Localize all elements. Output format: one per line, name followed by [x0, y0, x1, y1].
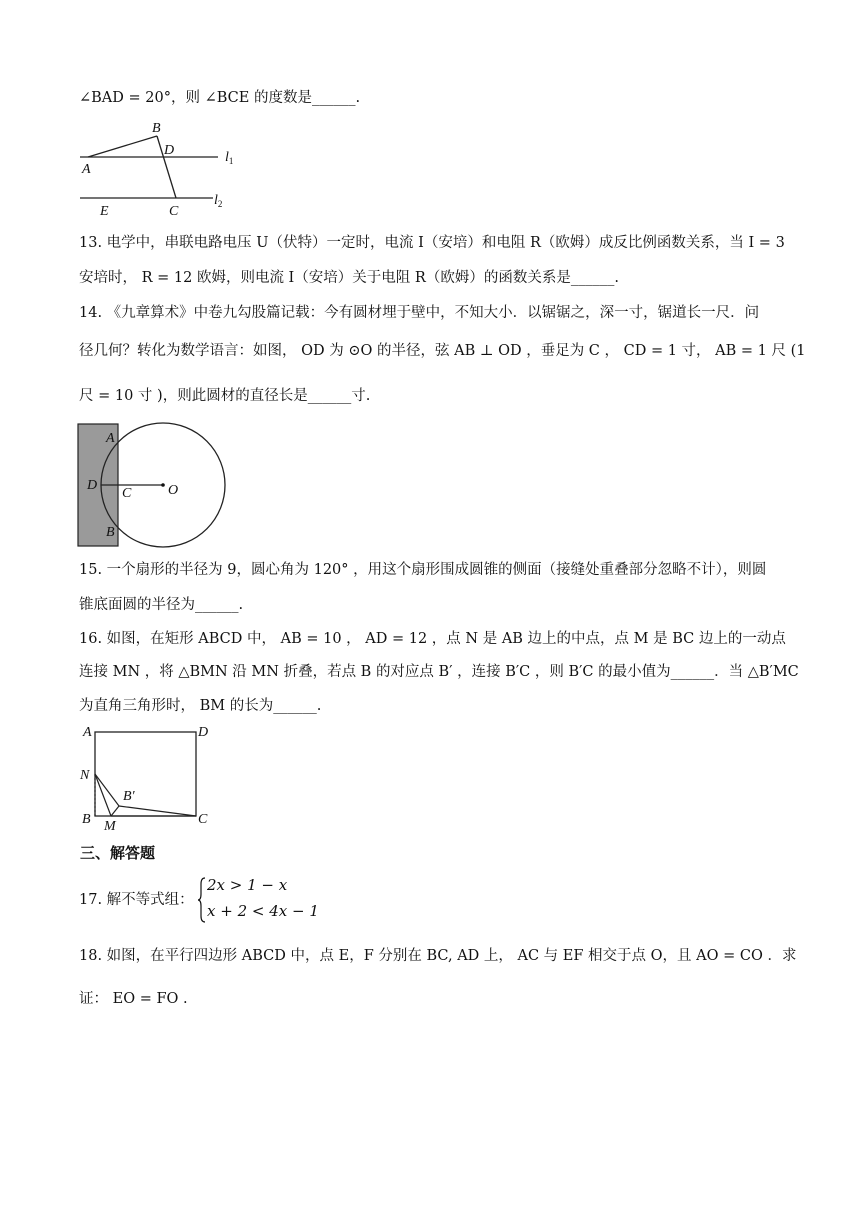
text-line-2: 13. 电学中，串联电路电压 U（伏特）一定时，电流 I（安培）和电阻 R（欧姆）成反比例函数关系，当 I = 3: [79, 235, 785, 251]
label-l2: $l_2$: [214, 193, 223, 209]
label-A: A: [83, 725, 92, 740]
text-line-3: 安培时， R = 12 欧姆，则电流 I（安培）关于电阻 R（欧姆）的函数关系是______.: [79, 270, 619, 286]
section-heading: 三、解答题: [80, 844, 156, 862]
label-O: O: [168, 483, 179, 498]
text-line-5: 径几何？转化为数学语言：如图， OD 为 ⊙O 的半径，弦 AB ⊥ OD ，垂足为 C ， CD = 1 寸， AB = 1 尺 (1: [79, 343, 806, 359]
label-B-prime: B′: [123, 789, 135, 804]
text-line-14: 证： EO = FO .: [79, 991, 188, 1007]
label-B: B: [106, 525, 115, 540]
text-line-9: 16. 如图，在矩形 ABCD 中， AB = 10 ， AD = 12 ，点 N 是 AB 边上的中点，点 M 是 BC 边上的一动点: [79, 631, 786, 647]
label-M: M: [104, 819, 116, 834]
label-N: N: [80, 768, 90, 783]
text-line-6: 尺 = 10 寸 )，则此圆材的直径长是______寸.: [79, 388, 371, 404]
label-B: B: [82, 812, 91, 827]
inequality-2: x + 2 < 4x − 1: [207, 902, 319, 920]
figure-circle-in-wall: [75, 420, 235, 550]
inequality-system: [197, 876, 319, 924]
text-line-8: 锥底面圆的半径为______.: [79, 597, 244, 613]
text-line-11: 为直角三角形时， BM 的长为______.: [79, 698, 322, 714]
label-D: D: [164, 143, 175, 158]
label-D: D: [198, 725, 209, 740]
text-line-7: 15. 一个扇形的半径为 9，圆心角为 120° ，用这个扇形围成圆锥的侧面（接缝处重叠部分忽略不计），则圆: [79, 562, 767, 578]
text-line-10: 连接 MN ，将 △BMN 沿 MN 折叠，若点 B 的对应点 B′ ，连接 B′C ，则 B′C 的最小值为______．当 △B′MC: [79, 664, 799, 680]
brace-icon: [197, 876, 207, 924]
text-line-13: 18. 如图，在平行四边形 ABCD 中，点 E，F 分别在 BC, AD 上， AC 与 EF 相交于点 O，且 AO = CO ．求: [79, 948, 797, 964]
label-B: B: [152, 121, 161, 136]
label-C: C: [169, 204, 179, 219]
text-line-12: 17. 解不等式组：: [79, 892, 194, 908]
label-l1: $l_1$: [225, 150, 234, 166]
label-D: D: [87, 478, 98, 493]
text-line-1: ∠BAD = 20°，则 ∠BCE 的度数是______.: [79, 90, 361, 106]
figure-rectangle-fold: [75, 720, 225, 835]
figure-parallel-lines: [70, 115, 240, 220]
label-C: C: [198, 812, 208, 827]
label-E: E: [100, 204, 109, 219]
label-A: A: [82, 162, 91, 177]
label-C: C: [122, 486, 132, 501]
label-A: A: [106, 431, 115, 446]
text-line-4: 14. 《九章算术》中卷九勾股篇记载：今有圆材埋于壁中，不知大小．以锯锯之，深一寸，锯道长一尺．问: [79, 305, 760, 321]
inequality-1: 2x > 1 − x: [207, 876, 288, 894]
